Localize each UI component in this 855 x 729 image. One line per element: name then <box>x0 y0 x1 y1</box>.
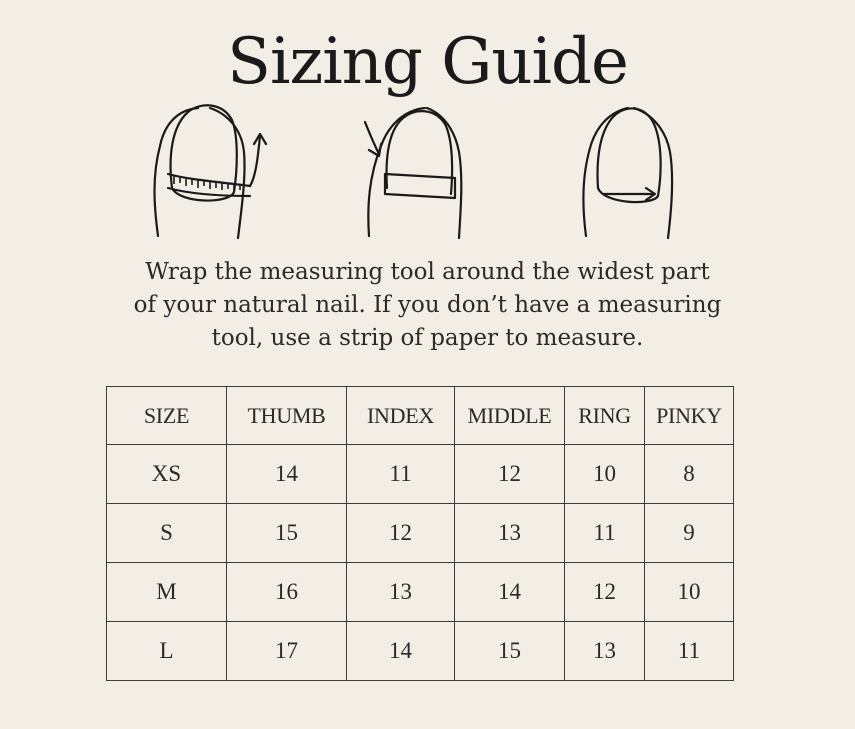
table-cell: 13 <box>455 504 565 563</box>
instructions-line-2: of your natural nail. If you don’t have a measuring <box>133 292 722 318</box>
page-title: Sizing Guide <box>227 25 628 99</box>
size-table <box>106 386 734 681</box>
table-cell: 14 <box>455 563 565 622</box>
table-cell: 10 <box>645 563 734 622</box>
table-cell: 10 <box>565 445 645 504</box>
nail-width-arrow-icon <box>576 96 686 248</box>
table-cell: 8 <box>645 445 734 504</box>
column-header-thumb: THUMB <box>227 387 347 445</box>
table-cell: 12 <box>347 504 455 563</box>
table-cell: 15 <box>227 504 347 563</box>
table-cell: 12 <box>455 445 565 504</box>
column-header-pinky: PINKY <box>645 387 734 445</box>
table-cell: 12 <box>565 563 645 622</box>
size-label: S <box>107 504 227 563</box>
size-label: L <box>107 622 227 681</box>
table-cell: 14 <box>347 622 455 681</box>
table-header-row <box>107 387 734 445</box>
size-label: XS <box>107 445 227 504</box>
column-header-middle: MIDDLE <box>455 387 565 445</box>
table-cell: 11 <box>347 445 455 504</box>
table-cell: 11 <box>565 504 645 563</box>
nail-illustrations <box>0 96 855 248</box>
column-header-index: INDEX <box>347 387 455 445</box>
table-row <box>107 563 734 622</box>
instructions-text <box>100 256 755 355</box>
table-cell: 9 <box>645 504 734 563</box>
table-row <box>107 622 734 681</box>
table-cell: 11 <box>645 622 734 681</box>
column-header-size: SIZE <box>107 387 227 445</box>
nail-paper-strip-icon <box>355 96 475 248</box>
table-row <box>107 504 734 563</box>
column-header-ring: RING <box>565 387 645 445</box>
table-cell: 15 <box>455 622 565 681</box>
table-cell: 14 <box>227 445 347 504</box>
table-cell: 16 <box>227 563 347 622</box>
table-cell: 17 <box>227 622 347 681</box>
instructions-line-3: tool, use a strip of paper to measure. <box>211 325 644 351</box>
instructions-line-1: Wrap the measuring tool around the widest part <box>145 259 710 285</box>
table-cell: 13 <box>565 622 645 681</box>
table-row <box>107 445 734 504</box>
size-label: M <box>107 563 227 622</box>
table-cell: 13 <box>347 563 455 622</box>
nail-measuring-tape-icon <box>150 96 280 248</box>
